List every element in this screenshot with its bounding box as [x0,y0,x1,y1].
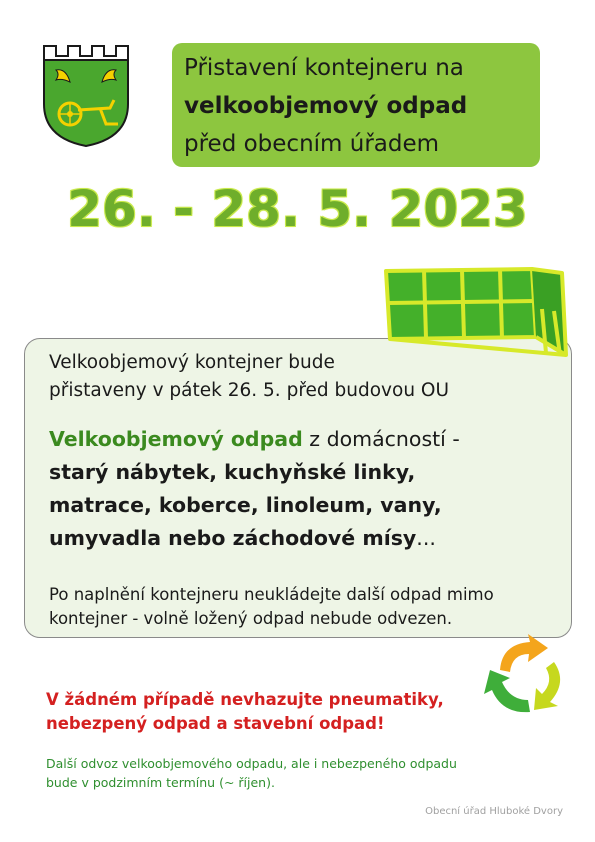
placement-line-1: Velkoobjemový kontejner bude [49,352,335,373]
waste-items-3: umyvadla nebo záchodové mísy [49,526,417,550]
footer-signature: Obecní úřad Hluboké Dvory [425,806,563,817]
warning-line-2: nebezpený odpad a stavební odpad! [46,714,385,733]
event-date: 26. - 28. 5. 2023 [67,180,528,238]
waste-items-1: starý nábytek, kuchyňské linky, [49,460,416,484]
waste-line-1 [49,423,460,456]
waste-description [49,423,460,555]
recycle-icon [482,632,572,718]
waste-items-3-wrap [49,522,460,555]
waste-suffix: z domácností - [302,427,460,451]
warning-text [46,688,444,736]
title-box [172,43,540,167]
notice-text [49,583,494,631]
container-icon [380,265,570,365]
title-line-1: Přistavení kontejneru na [184,55,464,81]
placement-line-2: přistaveny v pátek 26. 5. před budovou OU [49,380,450,401]
coat-of-arms-icon [40,42,132,148]
waste-highlight: Velkoobjemový odpad [49,427,303,451]
note-line-2: bude v podzimním termínu (~ říjen). [46,775,275,790]
title-line-3: před obecním úřadem [184,131,440,157]
title-line-2: velkoobjemový odpad [184,93,468,119]
waste-items-2: matrace, koberce, linoleum, vany, [49,493,442,517]
note-line-1: Další odvoz velkoobjemového odpadu, ale i nebezpeného odpadu [46,756,457,771]
waste-ellipsis: ... [416,526,436,550]
next-collection-note [46,754,457,792]
warning-line-1: V žádném případě nevhazujte pneumatiky, [46,690,444,709]
notice-line-2: kontejner - volně ložený odpad nebude odvezen. [49,609,453,628]
info-box [24,338,572,638]
notice-line-1: Po naplnění kontejneru neukládejte další odpad mimo [49,585,494,604]
